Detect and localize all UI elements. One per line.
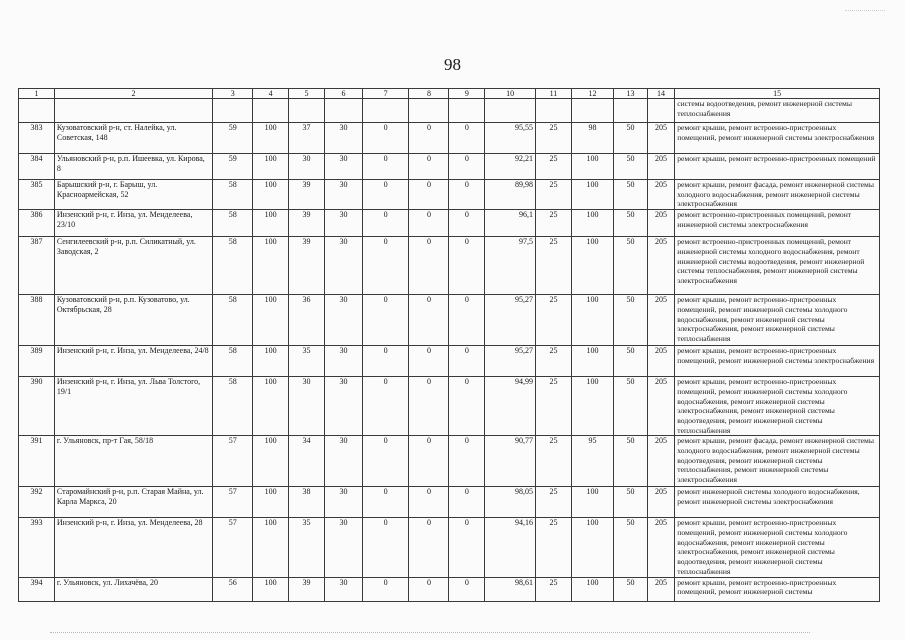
value-cell: 34 [289, 436, 325, 487]
value-cell: 205 [647, 377, 674, 436]
works-cell: ремонт крыши, ремонт встроенно-пристроенных помещений, ремонт инженерной системы холодного водоснабжения, ремонт инженерной системы электроснабжения, ремонт инженерной системы водоотведения, ремонт инженерной системы теплоснабжения [675, 518, 880, 577]
table-row [19, 237, 880, 295]
value-cell: 30 [324, 346, 362, 377]
value-cell: 0 [409, 295, 449, 346]
value-cell: 98,05 [485, 487, 536, 518]
scan-artifact [845, 10, 885, 12]
address-cell: Инзенский р-н, г. Инза, ул. Менделеева, 24/8 [54, 346, 212, 377]
value-cell: 25 [536, 518, 572, 577]
continuation-row [19, 99, 880, 123]
value-cell: 0 [409, 237, 449, 295]
value-cell: 0 [362, 377, 408, 436]
table-row [19, 436, 880, 487]
value-cell: 205 [647, 487, 674, 518]
row-number: 384 [19, 154, 55, 180]
value-cell: 25 [536, 436, 572, 487]
address-cell: Кузоватовский р-н, р.п. Кузоватово, ул. Октябрьская, 28 [54, 295, 212, 346]
works-cell: ремонт крыши, ремонт фасада, ремонт инженерной системы холодного водоснабжения, ремонт инженерной системы водоотведения, ремонт инженерной системы теплоснабжения, ремонт инженерной системы электроснабжения [675, 436, 880, 487]
value-cell: 0 [409, 346, 449, 377]
value-cell: 30 [324, 436, 362, 487]
value-cell: 0 [362, 210, 408, 237]
value-cell: 50 [614, 436, 648, 487]
address-cell: г. Ульяновск, пр-т Гая, 58/18 [54, 436, 212, 487]
value-cell: 37 [289, 123, 325, 154]
value-cell: 35 [289, 346, 325, 377]
value-cell: 100 [253, 295, 289, 346]
value-cell: 100 [571, 237, 613, 295]
repair-register-table [18, 88, 880, 602]
value-cell: 0 [409, 518, 449, 577]
works-cell: ремонт крыши, ремонт встроенно-пристроенных помещений, ремонт инженерной системы [675, 577, 880, 601]
column-header: 13 [614, 89, 648, 99]
value-cell: 30 [289, 154, 325, 180]
value-cell: 0 [409, 210, 449, 237]
value-cell: 0 [409, 436, 449, 487]
value-cell: 0 [449, 487, 485, 518]
value-cell: 205 [647, 346, 674, 377]
value-cell: 100 [253, 237, 289, 295]
header-row [19, 89, 880, 99]
value-cell: 57 [213, 436, 253, 487]
value-cell: 205 [647, 518, 674, 577]
works-cell: ремонт крыши, ремонт фасада, ремонт инженерной системы холодного водоснабжения, ремонт инженерной системы электроснабжения [675, 180, 880, 210]
value-cell: 36 [289, 295, 325, 346]
value-cell: 38 [289, 487, 325, 518]
value-cell: 0 [362, 346, 408, 377]
value-cell: 96,1 [485, 210, 536, 237]
page-number: 98 [444, 55, 461, 74]
row-number: 389 [19, 346, 55, 377]
value-cell: 30 [324, 123, 362, 154]
value-cell: 25 [536, 210, 572, 237]
value-cell: 95,27 [485, 295, 536, 346]
address-cell: Инзенский р-н, г. Инза, ул. Льва Толстого, 19/1 [54, 377, 212, 436]
value-cell: 95 [571, 436, 613, 487]
value-cell: 100 [571, 577, 613, 601]
table-row [19, 295, 880, 346]
column-header: 3 [213, 89, 253, 99]
value-cell: 100 [253, 180, 289, 210]
value-cell: 100 [571, 346, 613, 377]
table-row [19, 210, 880, 237]
value-cell: 50 [614, 180, 648, 210]
value-cell: 25 [536, 346, 572, 377]
value-cell: 59 [213, 123, 253, 154]
row-number: 394 [19, 577, 55, 601]
value-cell: 58 [213, 180, 253, 210]
value-cell: 100 [571, 180, 613, 210]
value-cell: 0 [362, 180, 408, 210]
value-cell: 0 [362, 295, 408, 346]
table-row [19, 377, 880, 436]
value-cell: 0 [449, 577, 485, 601]
address-cell: Ульяновский р-н, р.п. Ишеевка, ул. Кирова, 8 [54, 154, 212, 180]
works-cell: ремонт крыши, ремонт встроенно-пристроенных помещений, ремонт инженерной системы холодного водоснабжения, ремонт инженерной системы электроснабжения, ремонт инженерной системы водоотведения, ремонт инженерной системы теплоснабжения [675, 377, 880, 436]
value-cell: 59 [213, 154, 253, 180]
value-cell: 95,27 [485, 346, 536, 377]
value-cell: 205 [647, 154, 674, 180]
row-number: 388 [19, 295, 55, 346]
table-row [19, 180, 880, 210]
column-header: 12 [571, 89, 613, 99]
value-cell: 39 [289, 180, 325, 210]
value-cell: 58 [213, 346, 253, 377]
value-cell: 0 [362, 237, 408, 295]
value-cell: 100 [253, 487, 289, 518]
value-cell: 30 [324, 377, 362, 436]
row-number: 391 [19, 436, 55, 487]
value-cell: 100 [253, 346, 289, 377]
value-cell: 0 [449, 123, 485, 154]
column-header: 6 [324, 89, 362, 99]
works-cell: системы водоотведения, ремонт инженерной системы теплоснабжения [675, 99, 880, 123]
row-number: 386 [19, 210, 55, 237]
value-cell: 0 [362, 123, 408, 154]
value-cell: 94,16 [485, 518, 536, 577]
table-body [19, 99, 880, 602]
column-header: 1 [19, 89, 55, 99]
value-cell: 0 [409, 180, 449, 210]
value-cell: 0 [409, 123, 449, 154]
column-header: 4 [253, 89, 289, 99]
value-cell: 100 [571, 377, 613, 436]
value-cell: 57 [213, 487, 253, 518]
table-row [19, 123, 880, 154]
works-cell: ремонт крыши, ремонт встроенно-пристроенных помещений, ремонт инженерной системы холодного водоснабжения, ремонт инженерной системы электроснабжения, ремонт инженерной системы теплоснабжения [675, 295, 880, 346]
value-cell: 50 [614, 123, 648, 154]
value-cell: 90,77 [485, 436, 536, 487]
value-cell: 30 [324, 518, 362, 577]
column-header: 2 [54, 89, 212, 99]
value-cell: 50 [614, 577, 648, 601]
works-cell: ремонт крыши, ремонт встроенно-пристроенных помещений, ремонт инженерной системы электроснабжения [675, 346, 880, 377]
value-cell: 100 [571, 295, 613, 346]
value-cell: 205 [647, 295, 674, 346]
value-cell: 0 [362, 154, 408, 180]
value-cell: 39 [289, 237, 325, 295]
value-cell: 92,21 [485, 154, 536, 180]
value-cell: 57 [213, 518, 253, 577]
value-cell: 0 [362, 518, 408, 577]
value-cell: 205 [647, 577, 674, 601]
row-number: 385 [19, 180, 55, 210]
value-cell: 0 [362, 436, 408, 487]
value-cell: 30 [324, 154, 362, 180]
value-cell: 30 [324, 237, 362, 295]
value-cell: 205 [647, 210, 674, 237]
address-cell: г. Ульяновск, ул. Лихачёва, 20 [54, 577, 212, 601]
value-cell: 50 [614, 210, 648, 237]
value-cell: 0 [449, 346, 485, 377]
address-cell: Сенгилеевский р-н, р.п. Силикатный, ул. Заводская, 2 [54, 237, 212, 295]
value-cell: 205 [647, 237, 674, 295]
column-header: 15 [675, 89, 880, 99]
value-cell: 25 [536, 123, 572, 154]
value-cell: 0 [449, 436, 485, 487]
value-cell: 100 [571, 487, 613, 518]
value-cell: 89,98 [485, 180, 536, 210]
works-cell: ремонт крыши, ремонт встроенно-пристроенных помещений, ремонт инженерной системы электроснабжения [675, 123, 880, 154]
value-cell: 0 [409, 487, 449, 518]
value-cell: 39 [289, 577, 325, 601]
row-number: 392 [19, 487, 55, 518]
table-row [19, 487, 880, 518]
value-cell: 50 [614, 237, 648, 295]
value-cell: 25 [536, 180, 572, 210]
value-cell: 100 [253, 123, 289, 154]
value-cell: 100 [253, 154, 289, 180]
value-cell: 0 [449, 210, 485, 237]
row-number: 387 [19, 237, 55, 295]
value-cell: 100 [253, 518, 289, 577]
value-cell: 30 [324, 210, 362, 237]
value-cell: 50 [614, 154, 648, 180]
address-cell: Старомайнский р-н, р.п. Старая Майна, ул. Карла Маркса, 20 [54, 487, 212, 518]
value-cell: 0 [362, 577, 408, 601]
value-cell: 205 [647, 436, 674, 487]
value-cell: 58 [213, 210, 253, 237]
value-cell: 0 [409, 377, 449, 436]
value-cell: 50 [614, 295, 648, 346]
value-cell: 0 [409, 154, 449, 180]
row-number: 393 [19, 518, 55, 577]
address-cell: Инзенский р-н, г. Инза, ул. Менделеева, 28 [54, 518, 212, 577]
value-cell: 205 [647, 123, 674, 154]
value-cell: 25 [536, 237, 572, 295]
row-number: 383 [19, 123, 55, 154]
table-row [19, 518, 880, 577]
value-cell: 0 [449, 180, 485, 210]
address-cell: Кузоватовский р-н, ст. Налейка, ул. Советская, 148 [54, 123, 212, 154]
value-cell: 25 [536, 577, 572, 601]
value-cell: 35 [289, 518, 325, 577]
value-cell: 100 [571, 210, 613, 237]
value-cell: 0 [449, 518, 485, 577]
address-cell: Барышский р-н, г. Барыш, ул. Красноармейская, 52 [54, 180, 212, 210]
value-cell: 50 [614, 518, 648, 577]
value-cell: 50 [614, 377, 648, 436]
value-cell: 100 [253, 436, 289, 487]
works-cell: ремонт крыши, ремонт встроенно-пристроенных помещений [675, 154, 880, 180]
works-cell: ремонт инженерной системы холодного водоснабжения, ремонт инженерной системы электроснабжения [675, 487, 880, 518]
value-cell: 0 [449, 154, 485, 180]
column-header: 7 [362, 89, 408, 99]
value-cell: 58 [213, 377, 253, 436]
value-cell: 30 [289, 377, 325, 436]
value-cell: 25 [536, 487, 572, 518]
value-cell: 25 [536, 154, 572, 180]
value-cell: 100 [571, 154, 613, 180]
value-cell: 205 [647, 180, 674, 210]
value-cell: 94,99 [485, 377, 536, 436]
value-cell: 100 [253, 210, 289, 237]
value-cell: 98 [571, 123, 613, 154]
value-cell: 25 [536, 295, 572, 346]
value-cell: 100 [253, 377, 289, 436]
value-cell: 30 [324, 577, 362, 601]
value-cell: 100 [571, 518, 613, 577]
value-cell: 30 [324, 180, 362, 210]
works-cell: ремонт встроенно-пристроенных помещений, ремонт инженерной системы холодного водоснабжения, ремонт инженерной системы водоотведения, ремонт инженерной системы теплоснабжения, ремонт инженерной системы электроснабжения [675, 237, 880, 295]
value-cell: 0 [449, 295, 485, 346]
value-cell: 95,55 [485, 123, 536, 154]
column-header: 14 [647, 89, 674, 99]
value-cell: 25 [536, 377, 572, 436]
value-cell: 58 [213, 237, 253, 295]
column-header: 5 [289, 89, 325, 99]
value-cell: 30 [324, 295, 362, 346]
value-cell: 39 [289, 210, 325, 237]
value-cell: 0 [409, 577, 449, 601]
address-cell: Инзенский р-н, г. Инза, ул. Менделеева, 23/10 [54, 210, 212, 237]
table-row [19, 577, 880, 601]
value-cell: 0 [362, 487, 408, 518]
scan-artifact [50, 632, 810, 634]
value-cell: 58 [213, 295, 253, 346]
row-number: 390 [19, 377, 55, 436]
column-header: 8 [409, 89, 449, 99]
value-cell: 97,5 [485, 237, 536, 295]
value-cell: 50 [614, 346, 648, 377]
column-header: 10 [485, 89, 536, 99]
column-header: 11 [536, 89, 572, 99]
value-cell: 56 [213, 577, 253, 601]
value-cell: 0 [449, 377, 485, 436]
table-row [19, 154, 880, 180]
works-cell: ремонт встроенно-пристроенных помещений, ремонт инженерной системы электроснабжения [675, 210, 880, 237]
value-cell: 100 [253, 577, 289, 601]
value-cell: 0 [449, 237, 485, 295]
column-header: 9 [449, 89, 485, 99]
table-row [19, 346, 880, 377]
value-cell: 98,61 [485, 577, 536, 601]
value-cell: 50 [614, 487, 648, 518]
value-cell: 30 [324, 487, 362, 518]
